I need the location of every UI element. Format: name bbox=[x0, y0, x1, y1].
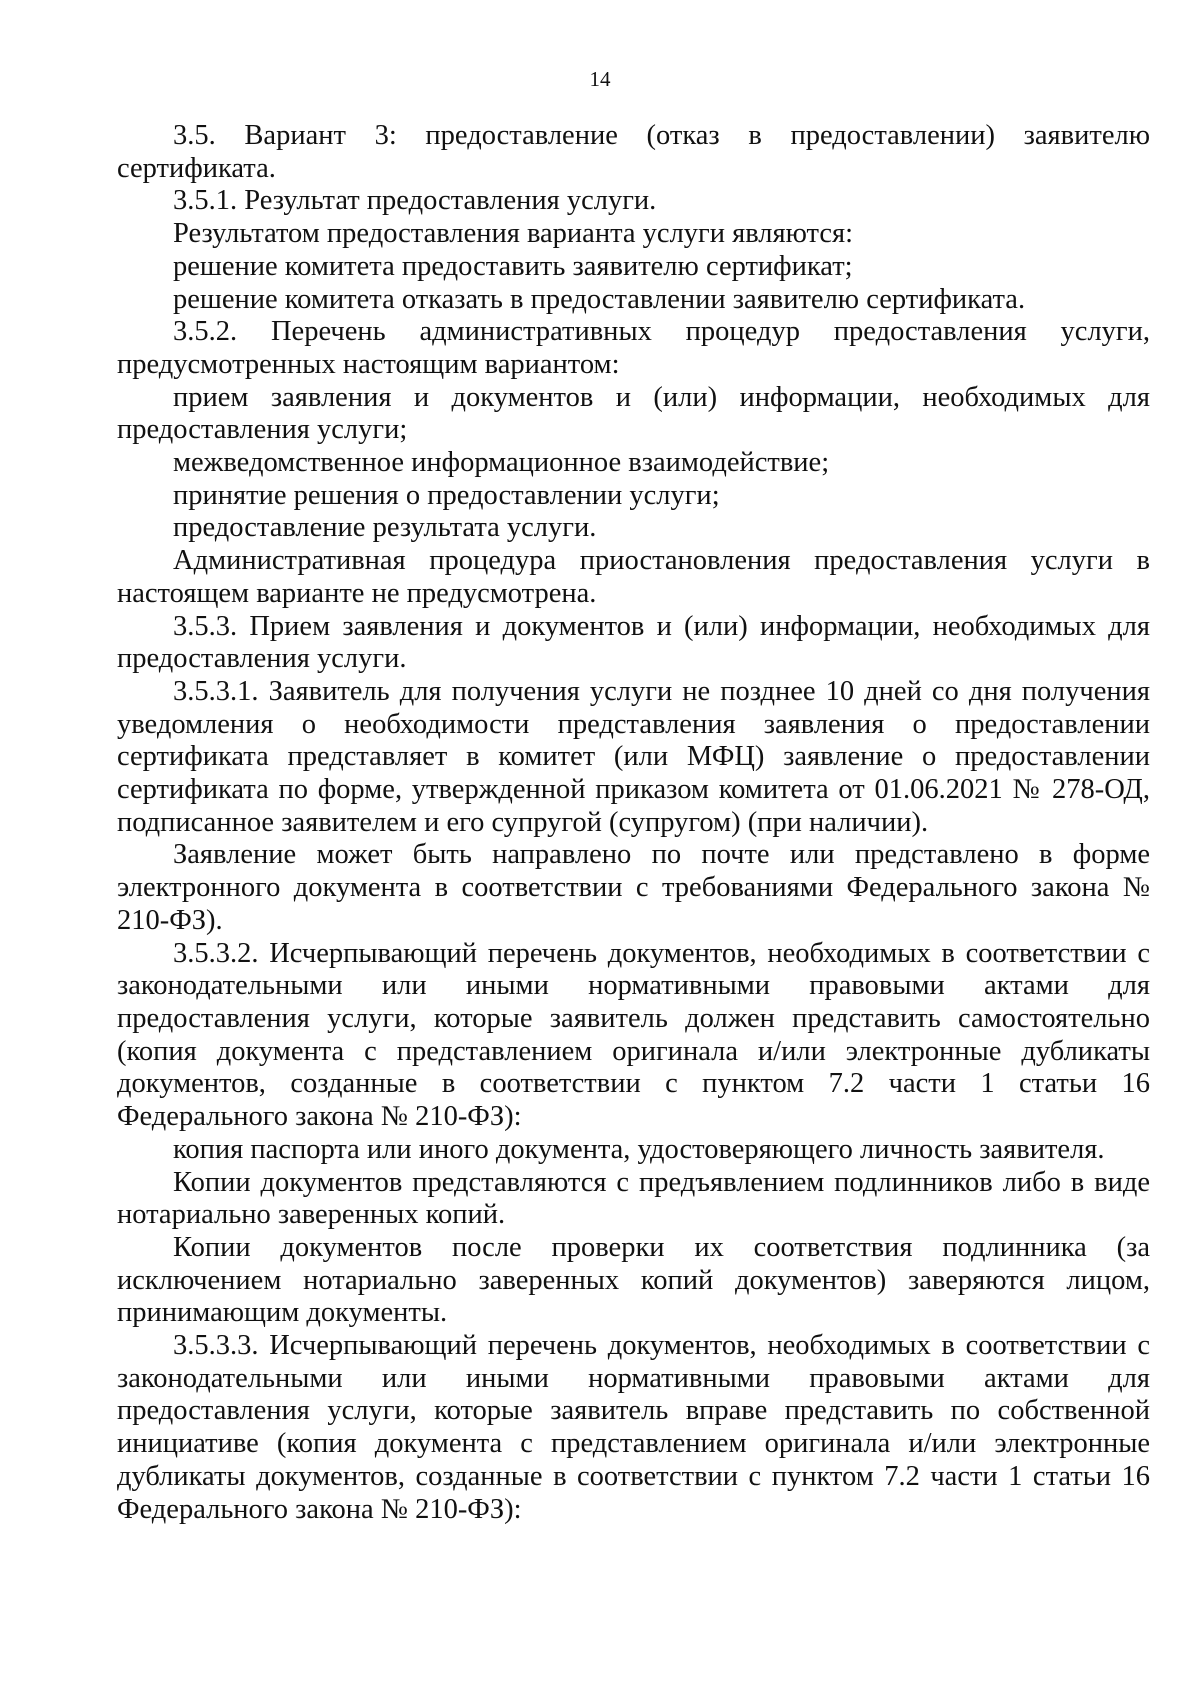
subsection-heading-3-5-2: 3.5.2. Перечень административных процедур предоставления услуги, предусмотренных настоящим вариантом: bbox=[117, 316, 1150, 380]
paragraph-3-5-3-2: 3.5.3.2. Исчерпывающий перечень документов, необходимых в соответствии с законодательными или иными нормативными правовыми актами для предоставления услуги, которые заявитель должен представить самостоятельно (копия документа с представлением оригинала и/или электронные дубликаты документов, созданные в соответствии с пунктом 7.2 части 1 статьи 16 Федерального закона № 210-ФЗ): bbox=[117, 937, 1150, 1133]
list-item-decision-making: принятие решения о предоставлении услуги; bbox=[173, 479, 720, 511]
list-item-passport-copy: копия паспорта или иного документа, удостоверяющего личность заявителя. bbox=[173, 1133, 1105, 1165]
list-item-refusal-decision: решение комитета отказать в предоставлении заявителю сертификата. bbox=[173, 283, 1026, 315]
list-item-result-delivery: предоставление результата услуги. bbox=[173, 512, 597, 544]
document-body bbox=[117, 120, 1150, 1526]
section-heading-3-5: 3.5. Вариант 3: предоставление (отказ в предоставлении) заявителю сертификата. bbox=[117, 120, 1150, 184]
paragraph-result-intro: Результатом предоставления варианта услуги являются: bbox=[173, 218, 854, 250]
subsection-heading-3-5-1: 3.5.1. Результат предоставления услуги. bbox=[173, 185, 657, 217]
paragraph-3-5-3-1: 3.5.3.1. Заявитель для получения услуги не позднее 10 дней со дня получения уведомления о необходимости представления заявления о предоставлении сертификата представляет в комитет (или МФЦ) заявление о предоставлении сертификата по форме, утвержденной приказом комитета от 01.06.2021 № 278-ОД, подписанное заявителем и его супругой (супругом) (при наличии). bbox=[117, 675, 1150, 838]
paragraph-3-5-3-3: 3.5.3.3. Исчерпывающий перечень документов, необходимых в соответствии с законодательными или иными нормативными правовыми актами для предоставления услуги, которые заявитель вправе представить по собственной инициативе (копия документа с представлением оригинала и/или электронные дубликаты документов, созданные в соответствии с пунктом 7.2 части 1 статьи 16 Федерального закона № 210-ФЗ): bbox=[117, 1330, 1150, 1525]
list-item-grant-decision: решение комитета предоставить заявителю сертификат; bbox=[173, 250, 853, 282]
list-item-interagency-interaction: межведомственное информационное взаимодействие; bbox=[173, 447, 830, 479]
subsection-heading-3-5-3: 3.5.3. Прием заявления и документов и (или) информации, необходимых для предоставления услуги. bbox=[117, 610, 1150, 675]
paragraph-copies-certification: Копии документов после проверки их соответствия подлинника (за исключением нотариально заверенных копий документов) заверяются лицом, принимающим документы. bbox=[117, 1231, 1150, 1329]
paragraph-copies-originals: Копии документов представляются с предъявлением подлинников либо в виде нотариально заверенных копий. bbox=[117, 1166, 1150, 1231]
paragraph-submission-methods: Заявление может быть направлено по почте или представлено в форме электронного документа в соответствии с требованиями Федерального закона № 210-ФЗ). bbox=[117, 839, 1150, 936]
paragraph-suspension-note: Административная процедура приостановления предоставления услуги в настоящем варианте не предусмотрена. bbox=[117, 545, 1150, 609]
list-item-application-intake: прием заявления и документов и (или) информации, необходимых для предоставления услуги; bbox=[117, 381, 1150, 446]
page-number: 14 bbox=[589, 67, 611, 91]
